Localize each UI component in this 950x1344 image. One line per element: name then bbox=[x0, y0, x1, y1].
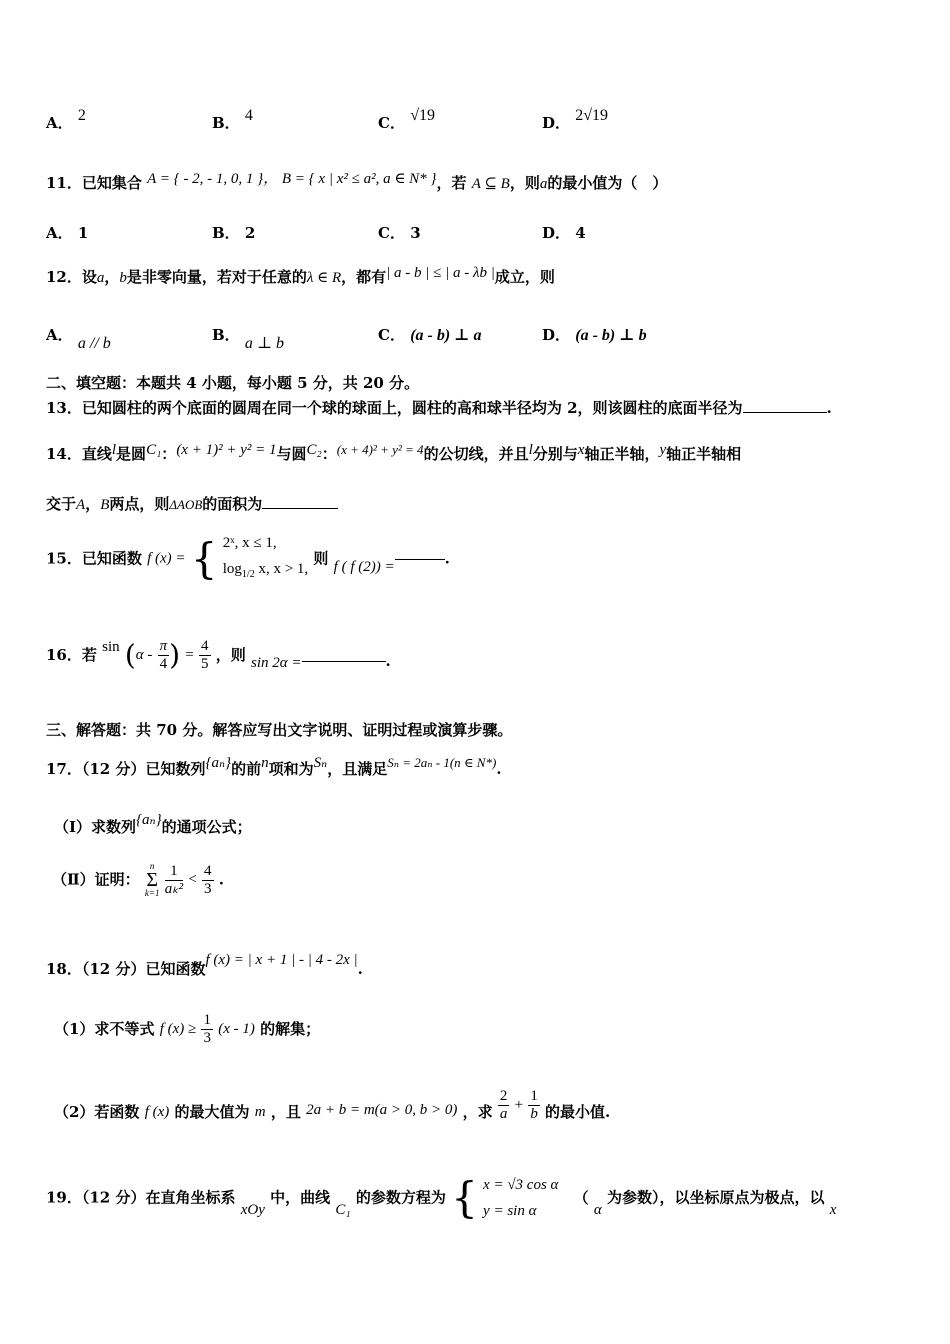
q19-stem: 19．（12 分）在直角坐标系 xOy 中，曲线 C₁ 的参数方程为 { x = √3 cos α y = sin α （ α 为参数），以坐标原点为极点，以 x bbox=[46, 1173, 837, 1222]
q18-part2: （2）若函数 f (x) 的最大值为 m ，且 2a + b = m(a > 0, b > 0) ，求 $\frac{2}{a}$ + $\frac{1}{b}$ 的最小值. bbox=[54, 1088, 611, 1122]
q18-part1: （1）求不等式 f (x) ≥ $\frac{1}{3}$ (x - 1) 的解集； bbox=[54, 1012, 321, 1046]
q11-option-a: A． 1 bbox=[46, 224, 89, 242]
q17-part2: （Ⅱ）证明： n Σ k=1 $\frac{1}{\text{aₖ²}}$ < $\frac{4}{3}$ . bbox=[52, 861, 224, 898]
q11-option-d: D． 4 bbox=[542, 224, 586, 242]
q10-option-b: B． 4 bbox=[212, 107, 253, 132]
q17-part1: （Ⅰ）求数列{aₙ}的通项公式； bbox=[54, 812, 252, 836]
q18-stem: 18．（12 分）已知函数f (x) = | x + 1 | - | 4 - 2x |. bbox=[46, 952, 363, 978]
q16-stem: 16．若 sin (α - $\frac{\pi}{4}$ ) = $\frac{4}{5}$ ，则 sin 2α = . bbox=[46, 638, 391, 672]
q10-option-a: A． 2 bbox=[46, 107, 86, 132]
q14-stem-line2: 交于A，B两点，则ΔAOB的面积为 bbox=[46, 493, 338, 514]
q15-answer-blank[interactable] bbox=[395, 559, 445, 560]
q12-stem: 12．设a，b是非零向量，若对于任意的λ ∈ R，都有| a - b | ≤ | a - λb |成立，则 bbox=[46, 265, 555, 286]
q11-option-c: C． 3 bbox=[378, 224, 421, 242]
q10-option-d: D． 2√19 bbox=[542, 107, 609, 132]
q12-option-c: C． (a - b) ⊥ a bbox=[378, 326, 482, 344]
section-2-heading: 二、填空题：本题共 4 小题，每小题 5 分，共 20 分。 bbox=[46, 374, 420, 392]
q12-option-a: A． a // b bbox=[46, 326, 111, 352]
q13-answer-blank[interactable] bbox=[743, 412, 827, 413]
q13-stem: 13．已知圆柱的两个底面的圆周在同一个球的球面上，圆柱的高和球半径均为 2，则该圆柱的底面半径为 . bbox=[46, 399, 832, 417]
q11-option-b: B． 2 bbox=[212, 224, 256, 242]
q14-answer-blank[interactable] bbox=[262, 508, 338, 509]
q15-stem: 15．已知函数 f (x) = { 2ˣ, x ≤ 1, $\log_{1/2} x$, x > 1, 则 f ( f (2)) = . bbox=[46, 534, 450, 583]
q12-option-b: B． a ⊥ b bbox=[212, 326, 284, 352]
q17-stem: 17．（12 分）已知数列{aₙ}的前n项和为Sₙ，且满足Sₙ = 2aₙ - 1(n ∈ N*). bbox=[46, 755, 502, 778]
q12-option-d: D． (a - b) ⊥ b bbox=[542, 326, 647, 344]
q11-stem: 11．已知集合 A = { - 2, - 1, 0, 1 }， B = { x | x² ≤ a², a ∈ N* }，若 A ⊆ B，则a的最小值为（ ） bbox=[46, 171, 668, 192]
q16-answer-blank[interactable] bbox=[302, 661, 386, 662]
q10-option-c: C． √19 bbox=[378, 107, 435, 132]
q14-stem-line1: 14．直线l是圆C₁：(x + 1)² + y² = 1与圆C₂：(x + 4)² + y² = 4的公切线，并且l分别与x轴正半轴，y轴正半轴相 bbox=[46, 442, 742, 463]
section-3-heading: 三、解答题：共 70 分。解答应写出文字说明、证明过程或演算步骤。 bbox=[46, 721, 513, 739]
